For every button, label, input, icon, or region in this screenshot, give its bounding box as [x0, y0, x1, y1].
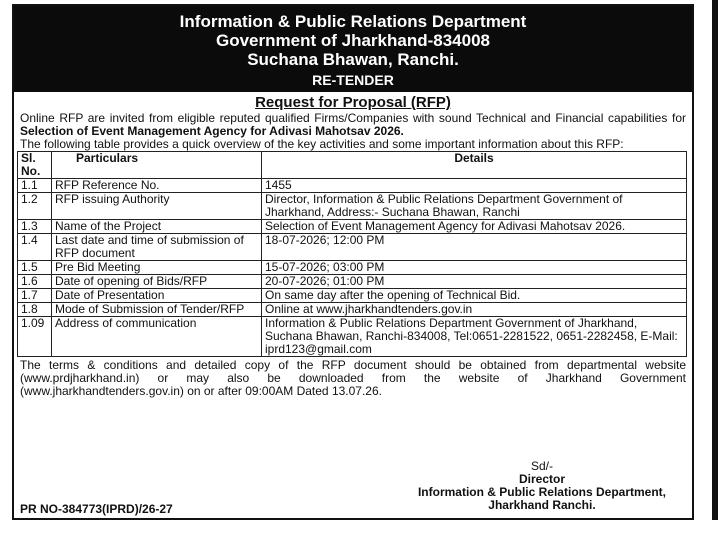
terms-paragraph: The terms & conditions and detailed copy of the RFP document should be obtained from departmental website (www.prdjharkhand.in) or may also be downloaded from the website of Jharkhand Government (www.jharkhandtenders.gov.in) on or after 09:00AM Dated 13.07.26.: [20, 358, 686, 398]
row-sl: 1.7: [18, 289, 52, 303]
row-sl: 1.3: [18, 220, 52, 234]
row-sl: 1.09: [18, 317, 52, 357]
table-row: [18, 289, 687, 303]
table-header-row: [18, 152, 687, 179]
row-particulars: Last date and time of submission of RFP document: [52, 234, 262, 261]
rfp-table: [17, 151, 687, 357]
notice-header: [14, 6, 692, 92]
government-name: Government of Jharkhand-834008: [216, 31, 490, 50]
row-particulars: RFP Reference No.: [52, 179, 262, 193]
signature-department: Information & Public Relations Department,: [417, 485, 666, 499]
row-particulars: Date of opening of Bids/RFP: [52, 275, 262, 289]
signature-block: [418, 460, 666, 512]
row-details: On same day after the opening of Technical Bid.: [262, 289, 687, 303]
row-sl: 1.1: [18, 179, 52, 193]
table-row: [18, 261, 687, 275]
office-address: Suchana Bhawan, Ranchi.: [247, 50, 459, 69]
table-row: [18, 317, 687, 357]
header-particulars: Particulars: [52, 152, 262, 179]
header-sl-no: Sl. No.: [18, 152, 52, 179]
row-details: Selection of Event Management Agency for Adivasi Mahotsav 2026.: [262, 220, 687, 234]
intro-table-note: The following table provides a quick overview of the key activities and some important information about this RFP:: [20, 137, 624, 151]
header-details: Details: [262, 152, 687, 179]
row-particulars: Name of the Project: [52, 220, 262, 234]
table-row: [18, 220, 687, 234]
row-details: Information & Public Relations Department Government of Jharkhand, Suchana Bhawan, Ranchi-834008, Tel:0651-2281522, 0651-2282458, E-Mail: iprd123@gmail.com: [262, 317, 687, 357]
signature-designation: Director: [518, 472, 565, 486]
table-row: [18, 275, 687, 289]
row-sl: 1.4: [18, 234, 52, 261]
row-sl: 1.2: [18, 193, 52, 220]
table-row: [18, 179, 687, 193]
row-details: 18-07-2026; 12:00 PM: [262, 234, 687, 261]
row-particulars: Date of Presentation: [52, 289, 262, 303]
row-sl: 1.5: [18, 261, 52, 275]
pr-number: PR NO-384773(IPRD)/26-27: [20, 502, 173, 516]
row-details: 20-07-2026; 01:00 PM: [262, 275, 687, 289]
row-particulars: RFP issuing Authority: [52, 193, 262, 220]
table-row: [18, 234, 687, 261]
row-particulars: Mode of Submission of Tender/RFP: [52, 303, 262, 317]
department-name: Information & Public Relations Department: [179, 12, 527, 31]
row-particulars: Pre Bid Meeting: [52, 261, 262, 275]
intro-text: Online RFP are invited from eligible reputed qualified Firms/Companies with sound Technical and Financial capabilities for: [20, 111, 686, 125]
intro-project-name: Selection of Event Management Agency for Adivasi Mahotsav 2026.: [20, 124, 404, 138]
row-sl: 1.6: [18, 275, 52, 289]
row-details: Director, Information & Public Relations Department Government of Jharkhand, Address:- Suchana Bhawan, Ranchi: [262, 193, 687, 220]
row-details: 15-07-2026; 03:00 PM: [262, 261, 687, 275]
row-details: 1455: [262, 179, 687, 193]
row-sl: 1.8: [18, 303, 52, 317]
row-details: Online at www.jharkhandtenders.gov.in: [262, 303, 687, 317]
re-tender-label: RE-TENDER: [312, 72, 394, 88]
intro-paragraph: [14, 112, 692, 151]
signature-place: Jharkhand Ranchi.: [488, 498, 596, 512]
row-particulars: Address of communication: [52, 317, 262, 357]
table-row: [18, 193, 687, 220]
tender-notice: [12, 4, 694, 520]
notice-title: Request for Proposal (RFP): [255, 94, 451, 111]
page-edge-bar: [712, 0, 718, 520]
signature-sd: Sd/-: [530, 459, 553, 473]
table-row: [18, 303, 687, 317]
